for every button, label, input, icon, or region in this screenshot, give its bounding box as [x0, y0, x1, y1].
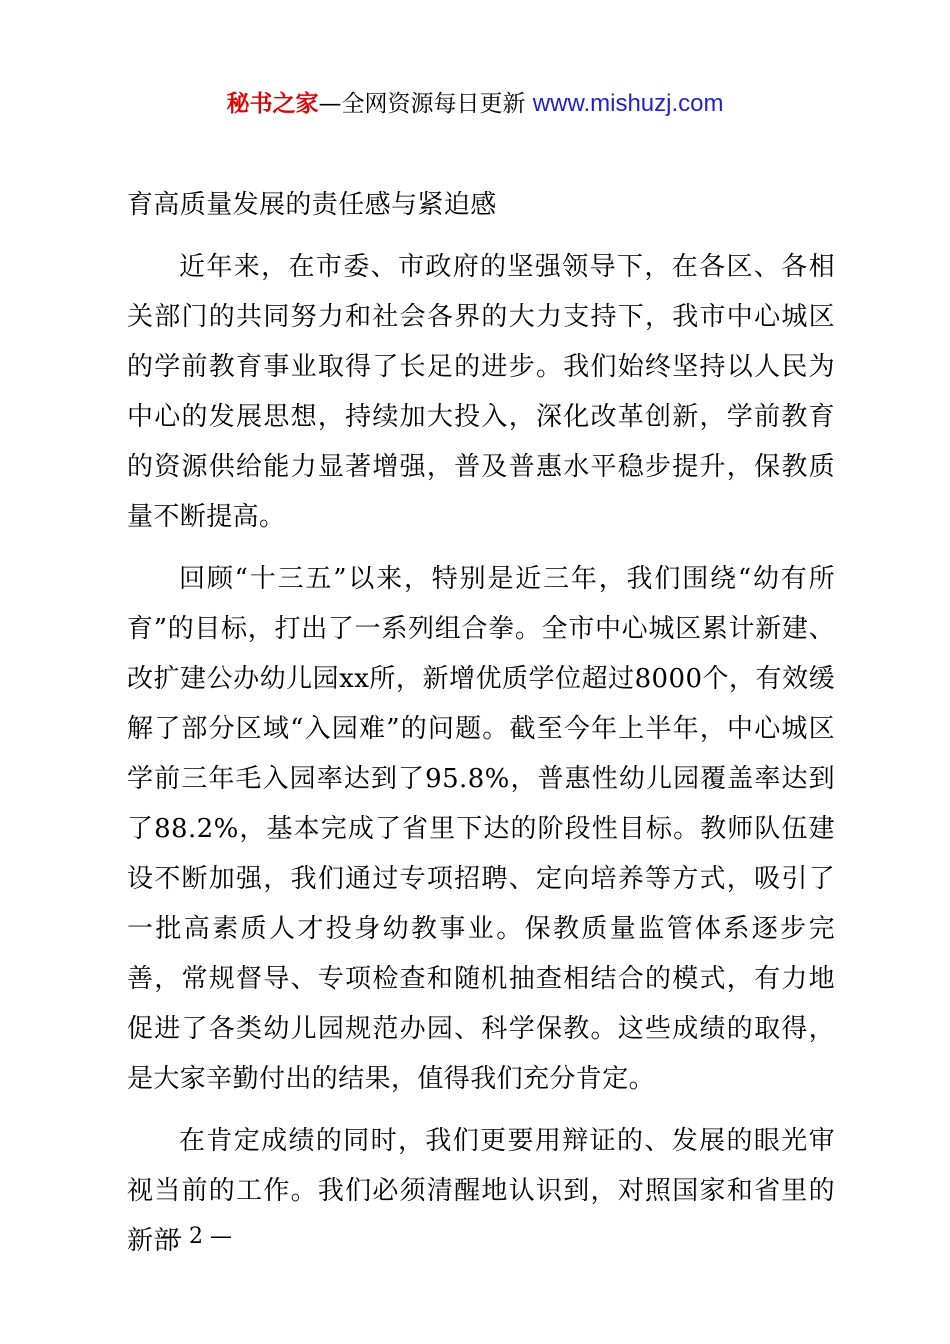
paragraph-continuation: 育高质量发展的责任感与紧迫感: [127, 190, 497, 220]
brand-name: 秘书之家: [226, 91, 319, 117]
paragraph-achievements-intro: 近年来，在市委、市政府的坚强领导下，在各区、各相关部门的共同努力和社会各界的大力支持下，我市中心城区的学前教育事业取得了长足的进步。我们始终坚持以人民为中心的发展思想，持续加大投入，深化改革创新，学前教育的资源供给能力显著增强，普及普惠水平稳步提升，保教质量不断提高。: [127, 252, 835, 532]
site-url-link[interactable]: www.mishuzj.com: [532, 90, 724, 117]
paragraph-challenges: 在肯定成绩的同时，我们更要用辩证的、发展的眼光审视当前的工作。我们必须清醒地认识到，对照国家和省里的新部: [127, 1126, 835, 1256]
page-number: — 2 —: [160, 1224, 232, 1249]
site-header: [0, 86, 950, 122]
document-body: [127, 180, 835, 1278]
header-tagline: —全网资源每日更新: [318, 91, 533, 117]
paragraph-review: 回顾“十三五”以来，特别是近三年，我们围绕“幼有所育”的目标，打出了一系列组合拳。全市中心城区累计新建、改扩建公办幼儿园xx所，新增优质学位超过8000个，有效缓解了部分区域“入园难”的问题。截至今年上半年，中心城区学前三年毛入园率达到了95.8%，普惠性幼儿园覆盖率达到了88.2%，基本完成了省里下达的阶段性目标。教师队伍建设不断加强，我们通过专项招聘、定向培养等方式，吸引了一批高素质人才投身幼教事业。保教质量监管体系逐步完善，常规督导、专项检查和随机抽查相结合的模式，有力地促进了各类幼儿园规范办园、科学保教。这些成绩的取得，是大家辛勤付出的结果，值得我们充分肯定。: [127, 564, 835, 1094]
